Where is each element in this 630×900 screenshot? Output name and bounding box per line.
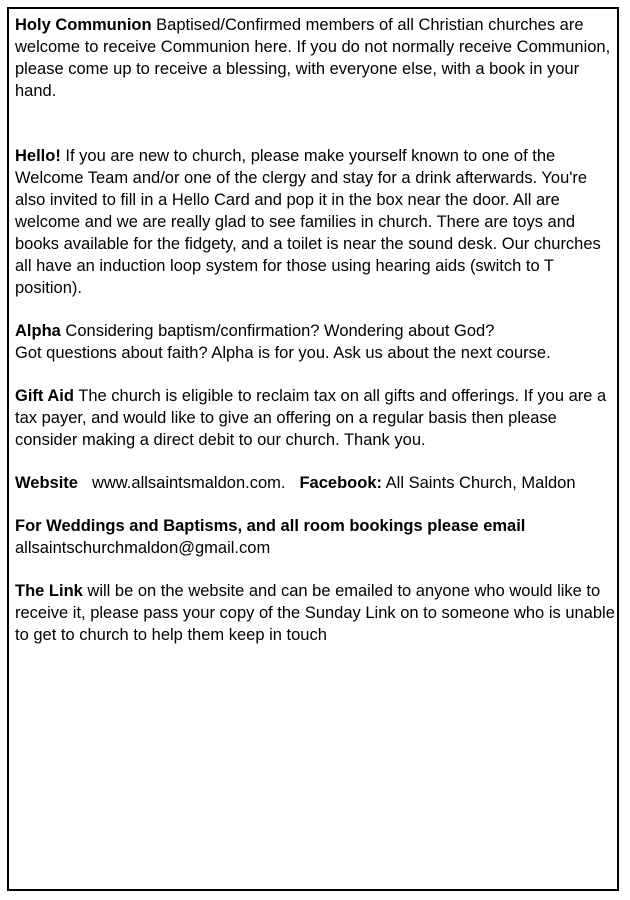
website-url: www.allsaintsmaldon.com. [91, 474, 286, 492]
gift-aid-heading: Gift Aid [15, 387, 74, 405]
alpha-paragraph [15, 320, 619, 364]
alpha-line1: Considering baptism/confirmation? Wondering about God? [60, 322, 495, 340]
website-paragraph [15, 472, 619, 494]
hello-text: If you are new to church, please make yourself known to one of the Welcome Team and/or one of the clergy and stay for a drink afterwards. You're also invited to fill in a Hello Card and pop it in the box near the door. All are welcome and we are really glad to see families in church. There are toys and books available for the fidgety, and a toilet is near the sound desk. Our churches all have an induction loop system for those using hearing aids (switch to T position). [15, 147, 601, 297]
holy-communion-paragraph [15, 14, 619, 102]
website-label: Website [15, 474, 78, 492]
alpha-heading: Alpha [15, 322, 61, 340]
bookings-paragraph [15, 515, 619, 559]
gift-aid-text: The church is eligible to reclaim tax on all gifts and offerings. If you are a tax payer, and would like to give an offering on a regular basis then please consider making a direct debit to our church. Thank you. [15, 387, 607, 449]
the-link-paragraph [15, 580, 619, 646]
hello-heading: Hello! [15, 147, 61, 165]
facebook-label: Facebook: [299, 474, 382, 492]
hello-paragraph [15, 145, 619, 299]
bookings-heading: For Weddings and Baptisms, and all room bookings please email [15, 517, 526, 535]
the-link-heading: The Link [15, 582, 83, 600]
holy-communion-heading: Holy Communion [15, 16, 152, 34]
notice-frame [7, 7, 619, 891]
gift-aid-paragraph [15, 385, 619, 451]
bookings-email: allsaintschurchmaldon@gmail.com [15, 539, 271, 557]
holy-communion-text: Baptised/Confirmed members of all Christian churches are welcome to receive Communion here. If you do not normally receive Communion, please come up to receive a blessing, with everyone else, with a book in your hand. [15, 16, 611, 100]
the-link-text: will be on the website and can be emailed to anyone who would like to receive it, please pass your copy of the Sunday Link on to someone who is unable to get to church to help them keep in touch [15, 582, 615, 644]
notice-content [15, 14, 619, 646]
alpha-line2: Got questions about faith? Alpha is for you. Ask us about the next course. [15, 344, 551, 362]
facebook-value: All Saints Church, Maldon [382, 474, 576, 492]
